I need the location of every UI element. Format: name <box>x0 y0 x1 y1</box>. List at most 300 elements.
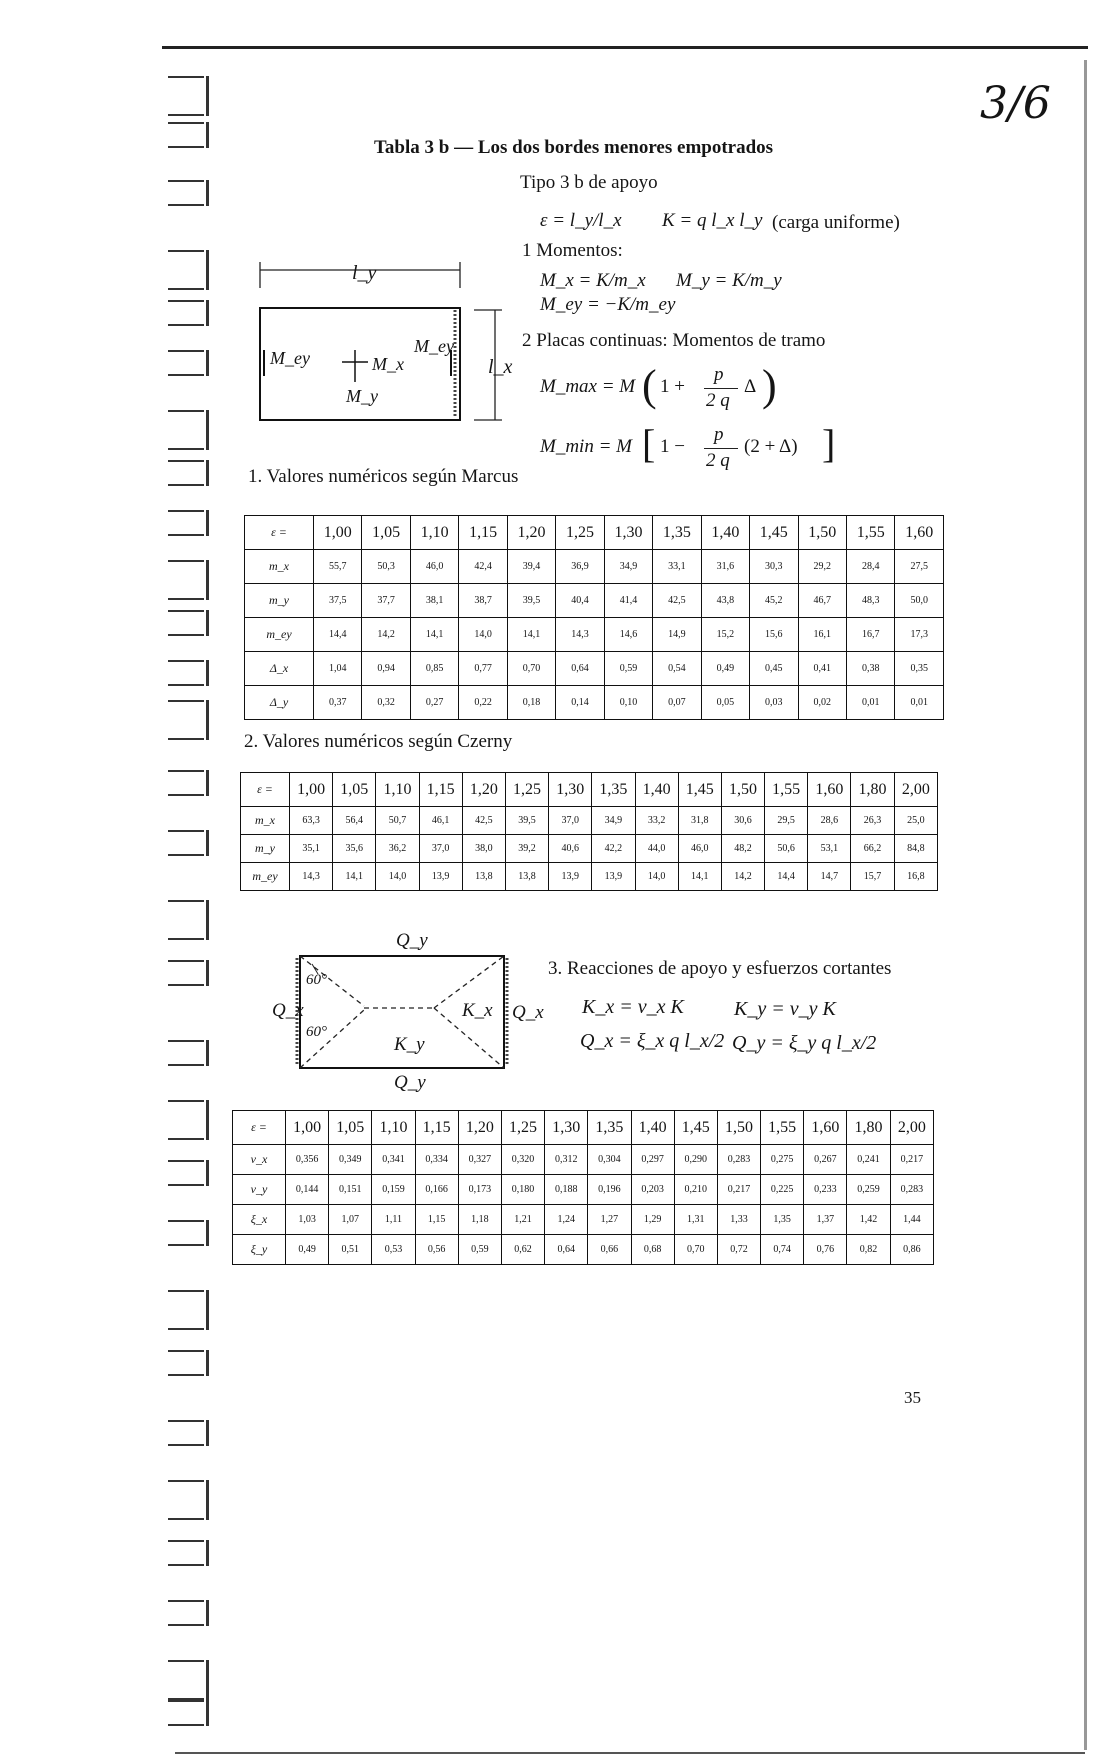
table-cell: 14,1 <box>333 863 376 891</box>
table-cell: 0,62 <box>501 1235 544 1265</box>
table-cell: 0,151 <box>329 1175 372 1205</box>
table-cell: 0,22 <box>459 686 507 720</box>
mmax-frac-den: 2 q <box>706 390 730 411</box>
column-header: 1,55 <box>765 773 808 807</box>
page-title: Tabla 3 b — Los dos bordes menores empotrados <box>374 137 774 158</box>
table-cell: 48,2 <box>721 835 764 863</box>
row-label: m_y <box>241 835 290 863</box>
table-cell: 26,3 <box>851 807 894 835</box>
mmin-lhs: M_min = M <box>540 436 632 457</box>
row-label: Δ_y <box>245 686 314 720</box>
table-cell: 0,275 <box>761 1145 804 1175</box>
table-cell: 42,2 <box>592 835 635 863</box>
mmax-tail: Δ <box>744 376 757 397</box>
qy-formula: Q_y = ξ_y q l_x/2 <box>732 1032 877 1054</box>
binder-mark <box>168 300 209 326</box>
binder-mark <box>168 180 209 206</box>
table-cell: 0,233 <box>804 1175 847 1205</box>
table-cell: 0,77 <box>459 652 507 686</box>
table-cell: 31,6 <box>701 550 749 584</box>
table-cell: 36,9 <box>556 550 604 584</box>
table-cell: 14,4 <box>765 863 808 891</box>
table-header-row <box>245 516 944 550</box>
binder-mark <box>168 122 209 148</box>
table-cell: 0,267 <box>804 1145 847 1175</box>
table-cell: 48,3 <box>846 584 894 618</box>
mmax-lhs: M_max = M <box>540 376 636 397</box>
table-cell: 1,21 <box>501 1205 544 1235</box>
table-cell: 0,283 <box>717 1145 760 1175</box>
column-header: 1,40 <box>635 773 678 807</box>
table1-heading: 1. Valores numéricos según Marcus <box>248 466 519 487</box>
table-cell: 0,188 <box>545 1175 588 1205</box>
table-cell: 0,217 <box>890 1145 933 1175</box>
table-cell: 0,334 <box>415 1145 458 1175</box>
binder-mark <box>168 1040 209 1066</box>
table-cell: 16,1 <box>798 618 846 652</box>
ky-formula: K_y = ν_y K <box>734 998 836 1020</box>
binder-mark <box>168 660 209 686</box>
table-cell: 14,6 <box>604 618 652 652</box>
table-cell: 0,01 <box>846 686 894 720</box>
column-header: 1,30 <box>545 1111 588 1145</box>
table-row <box>245 652 944 686</box>
table-cell: 0,41 <box>798 652 846 686</box>
binder-mark <box>168 350 209 376</box>
binder-mark <box>168 830 209 856</box>
table-cell: 35,6 <box>333 835 376 863</box>
column-header: 1,60 <box>895 516 944 550</box>
binder-mark <box>168 1100 209 1140</box>
binder-mark <box>168 700 209 740</box>
table-header-row <box>233 1111 934 1145</box>
table-cell: 0,159 <box>372 1175 415 1205</box>
column-header: 1,50 <box>721 773 764 807</box>
column-header: 1,00 <box>314 516 362 550</box>
column-header: 1,80 <box>847 1111 890 1145</box>
table-cell: 0,70 <box>507 652 555 686</box>
column-header: 1,45 <box>674 1111 717 1145</box>
table-cell: 30,6 <box>721 807 764 835</box>
column-header: 1,05 <box>329 1111 372 1145</box>
table-cell: 37,7 <box>362 584 410 618</box>
binder-mark <box>168 1420 209 1446</box>
binder-mark <box>168 1160 209 1186</box>
column-header: 1,45 <box>678 773 721 807</box>
table-cell: 34,9 <box>604 550 652 584</box>
table-cell: 0,241 <box>847 1145 890 1175</box>
table-cell: 0,356 <box>286 1145 329 1175</box>
column-header: 1,05 <box>362 516 410 550</box>
qy-top-label: Q_y <box>396 930 428 951</box>
column-header: 1,30 <box>549 773 592 807</box>
table-cell: 0,18 <box>507 686 555 720</box>
table-cell: 1,18 <box>458 1205 501 1235</box>
column-header: 1,25 <box>501 1111 544 1145</box>
table-cell: 46,1 <box>419 807 462 835</box>
page-bottom-edge <box>175 1752 1085 1754</box>
table-row <box>245 584 944 618</box>
binder-mark <box>168 1660 209 1700</box>
column-header: 1,30 <box>604 516 652 550</box>
table-cell: 0,70 <box>674 1235 717 1265</box>
table-cell: 0,54 <box>653 652 701 686</box>
table-cell: 14,2 <box>362 618 410 652</box>
table-cell: 0,56 <box>415 1235 458 1265</box>
row-label: ν_y <box>233 1175 286 1205</box>
column-header: 1,10 <box>372 1111 415 1145</box>
row-label: Δ_x <box>245 652 314 686</box>
table-row <box>245 618 944 652</box>
angle-top-label: 60° <box>306 972 327 988</box>
k-definition: K = q l_x l_y <box>662 210 763 231</box>
table-cell: 0,76 <box>804 1235 847 1265</box>
table-cell: 0,94 <box>362 652 410 686</box>
table-cell: 0,49 <box>701 652 749 686</box>
mey-formula: M_ey = −K/m_ey <box>540 294 676 315</box>
column-header: 1,45 <box>750 516 798 550</box>
table-cell: 14,3 <box>290 863 333 891</box>
table-cell: 0,349 <box>329 1145 372 1175</box>
table-cell: 41,4 <box>604 584 652 618</box>
table-cell: 50,0 <box>895 584 944 618</box>
plate-diagram <box>248 258 518 430</box>
table-cell: 56,4 <box>333 807 376 835</box>
table-cell: 28,6 <box>808 807 851 835</box>
table-row <box>233 1175 934 1205</box>
table-cell: 27,5 <box>895 550 944 584</box>
table-cell: 13,8 <box>462 863 505 891</box>
table-cell: 1,04 <box>314 652 362 686</box>
table-cell: 0,86 <box>890 1235 933 1265</box>
table-cell: 14,9 <box>653 618 701 652</box>
table-cell: 0,64 <box>545 1235 588 1265</box>
table-cell: 42,5 <box>462 807 505 835</box>
table-cell: 14,1 <box>678 863 721 891</box>
table-cell: 1,44 <box>890 1205 933 1235</box>
table-cell: 39,4 <box>507 550 555 584</box>
mmin-close-bracket: ] <box>822 421 836 466</box>
table-cell: 0,290 <box>674 1145 717 1175</box>
table-cell: 63,3 <box>290 807 333 835</box>
page-right-edge <box>1084 60 1087 1750</box>
load-label: (carga uniforme) <box>772 212 900 233</box>
column-header: 1,60 <box>808 773 851 807</box>
table-cell: 38,1 <box>410 584 458 618</box>
column-header: 1,55 <box>846 516 894 550</box>
column-header: 1,50 <box>798 516 846 550</box>
table-cell: 1,15 <box>415 1205 458 1235</box>
binder-mark <box>168 770 209 796</box>
table-cell: 0,312 <box>545 1145 588 1175</box>
table-cell: 37,5 <box>314 584 362 618</box>
table-cell: 29,2 <box>798 550 846 584</box>
table-cell: 14,0 <box>459 618 507 652</box>
handwritten-note: 3/6 <box>980 78 1051 129</box>
mx-formula: M_x = K/m_x <box>540 270 646 291</box>
table-cell: 14,1 <box>507 618 555 652</box>
table-cell: 15,7 <box>851 863 894 891</box>
column-header: 1,10 <box>410 516 458 550</box>
table-row <box>233 1205 934 1235</box>
table-cell: 0,320 <box>501 1145 544 1175</box>
binder-mark <box>168 610 209 636</box>
binder-mark <box>168 560 209 600</box>
column-header: 1,15 <box>415 1111 458 1145</box>
table-cell: 28,4 <box>846 550 894 584</box>
table-cell: 34,9 <box>592 807 635 835</box>
mey-left-label: M_ey <box>270 348 310 368</box>
column-header: 1,35 <box>653 516 701 550</box>
table-cell: 53,1 <box>808 835 851 863</box>
czerny-table <box>240 772 938 891</box>
mx-label: M_x <box>372 354 404 374</box>
table-cell: 0,173 <box>458 1175 501 1205</box>
row-label: m_x <box>245 550 314 584</box>
mmin-frac-line <box>704 448 738 449</box>
table-cell: 0,85 <box>410 652 458 686</box>
column-header: 1,20 <box>462 773 505 807</box>
column-header: 1,15 <box>459 516 507 550</box>
column-header: 1,55 <box>761 1111 804 1145</box>
mey-right-label: M_ey <box>414 336 454 356</box>
mmin-frac-num: p <box>714 424 724 445</box>
table-cell: 0,32 <box>362 686 410 720</box>
row-label: m_y <box>245 584 314 618</box>
binder-mark <box>168 460 209 486</box>
table-header-row <box>241 773 938 807</box>
table-cell: 50,7 <box>376 807 419 835</box>
lx-label: l_x <box>488 356 513 378</box>
table-cell: 13,9 <box>419 863 462 891</box>
table-cell: 0,82 <box>847 1235 890 1265</box>
table-cell: 0,72 <box>717 1235 760 1265</box>
section3-heading: 3. Reacciones de apoyo y esfuerzos cortantes <box>548 958 892 979</box>
mmin-frac-den: 2 q <box>706 450 730 471</box>
table-cell: 36,2 <box>376 835 419 863</box>
table-cell: 55,7 <box>314 550 362 584</box>
mmax-frac-line <box>704 388 738 389</box>
column-header: 1,00 <box>286 1111 329 1145</box>
table-header-label: ε = <box>241 773 290 807</box>
table-cell: 14,1 <box>410 618 458 652</box>
table-cell: 35,1 <box>290 835 333 863</box>
table-cell: 45,2 <box>750 584 798 618</box>
table-row <box>241 807 938 835</box>
mmax-close-paren: ) <box>762 361 777 410</box>
table-row <box>233 1145 934 1175</box>
table-cell: 0,68 <box>631 1235 674 1265</box>
table-cell: 14,7 <box>808 863 851 891</box>
table-cell: 14,3 <box>556 618 604 652</box>
table-cell: 13,8 <box>505 863 548 891</box>
reactions-table <box>232 1110 934 1265</box>
table-row <box>233 1235 934 1265</box>
marcus-table <box>244 515 944 720</box>
table-cell: 15,6 <box>750 618 798 652</box>
table-cell: 50,6 <box>765 835 808 863</box>
binder-mark <box>168 1290 209 1330</box>
binder-mark <box>168 900 209 940</box>
table-cell: 0,66 <box>588 1235 631 1265</box>
mmax-frac-num: p <box>714 364 724 385</box>
table-cell: 0,03 <box>750 686 798 720</box>
qx-right-label: Q_x <box>512 1002 544 1023</box>
row-label: m_ey <box>241 863 290 891</box>
angle-bottom-label: 60° <box>306 1024 327 1040</box>
column-header: 1,60 <box>804 1111 847 1145</box>
table-cell: 44,0 <box>635 835 678 863</box>
binder-mark <box>168 1220 209 1246</box>
table-cell: 14,2 <box>721 863 764 891</box>
column-header: 1,40 <box>701 516 749 550</box>
table-cell: 0,27 <box>410 686 458 720</box>
table-cell: 0,59 <box>458 1235 501 1265</box>
column-header: 1,40 <box>631 1111 674 1145</box>
table-cell: 1,11 <box>372 1205 415 1235</box>
column-header: 1,00 <box>290 773 333 807</box>
binder-mark <box>168 510 209 536</box>
qx-left-label: Q_x <box>272 1000 304 1021</box>
binder-mark <box>168 1540 209 1566</box>
table-cell: 1,03 <box>286 1205 329 1235</box>
table-cell: 33,1 <box>653 550 701 584</box>
kx-label: K_x <box>462 1000 493 1021</box>
table-cell: 46,0 <box>410 550 458 584</box>
table-cell: 13,9 <box>549 863 592 891</box>
column-header: 1,80 <box>851 773 894 807</box>
binder-mark <box>168 1480 209 1520</box>
table-cell: 39,2 <box>505 835 548 863</box>
section1-heading: 1 Momentos: <box>522 240 623 261</box>
table-cell: 1,24 <box>545 1205 588 1235</box>
table-cell: 43,8 <box>701 584 749 618</box>
row-label: m_ey <box>245 618 314 652</box>
table-cell: 16,8 <box>894 863 937 891</box>
table-cell: 29,5 <box>765 807 808 835</box>
table-cell: 0,180 <box>501 1175 544 1205</box>
table-cell: 31,8 <box>678 807 721 835</box>
column-header: 1,50 <box>717 1111 760 1145</box>
table-cell: 50,3 <box>362 550 410 584</box>
column-header: 1,05 <box>333 773 376 807</box>
table-cell: 0,45 <box>750 652 798 686</box>
table-cell: 42,5 <box>653 584 701 618</box>
table-cell: 0,14 <box>556 686 604 720</box>
table-cell: 40,4 <box>556 584 604 618</box>
column-header: 1,35 <box>588 1111 631 1145</box>
table-cell: 1,27 <box>588 1205 631 1235</box>
table-cell: 0,74 <box>761 1235 804 1265</box>
table-cell: 0,10 <box>604 686 652 720</box>
table-cell: 13,9 <box>592 863 635 891</box>
table-row <box>241 863 938 891</box>
mmin-open-bracket: [ <box>642 421 656 466</box>
row-label: ξ_y <box>233 1235 286 1265</box>
table-cell: 0,327 <box>458 1145 501 1175</box>
row-label: m_x <box>241 807 290 835</box>
my-formula: M_y = K/m_y <box>676 270 782 291</box>
table-row <box>245 550 944 584</box>
column-header: 1,25 <box>505 773 548 807</box>
table-cell: 0,203 <box>631 1175 674 1205</box>
column-header: 1,25 <box>556 516 604 550</box>
qy-bottom-label: Q_y <box>394 1072 426 1093</box>
table-cell: 15,2 <box>701 618 749 652</box>
table-cell: 0,225 <box>761 1175 804 1205</box>
binder-mark <box>168 250 209 290</box>
table-cell: 1,37 <box>804 1205 847 1235</box>
table-cell: 37,0 <box>419 835 462 863</box>
table-cell: 17,3 <box>895 618 944 652</box>
column-header: 1,15 <box>419 773 462 807</box>
qx-formula: Q_x = ξ_x q l_x/2 <box>580 1030 725 1052</box>
binder-mark <box>168 1600 209 1626</box>
table-cell: 1,31 <box>674 1205 717 1235</box>
table-cell: 39,5 <box>507 584 555 618</box>
mmin-rhs: 1 − <box>660 436 685 457</box>
table-cell: 25,0 <box>894 807 937 835</box>
table-cell: 46,0 <box>678 835 721 863</box>
table-cell: 1,42 <box>847 1205 890 1235</box>
table-cell: 0,51 <box>329 1235 372 1265</box>
table-cell: 0,341 <box>372 1145 415 1175</box>
binder-mark <box>168 410 209 450</box>
table-cell: 1,07 <box>329 1205 372 1235</box>
binder-mark <box>168 1700 209 1726</box>
table-cell: 14,0 <box>376 863 419 891</box>
table-cell: 0,64 <box>556 652 604 686</box>
epsilon-definition: ε = l_y/l_x <box>540 210 622 231</box>
table-cell: 38,0 <box>462 835 505 863</box>
column-header: 1,10 <box>376 773 419 807</box>
table-cell: 16,7 <box>846 618 894 652</box>
column-header: 1,20 <box>458 1111 501 1145</box>
table-cell: 0,217 <box>717 1175 760 1205</box>
column-header: 1,35 <box>592 773 635 807</box>
table-cell: 1,29 <box>631 1205 674 1235</box>
table-cell: 0,02 <box>798 686 846 720</box>
row-label: ν_x <box>233 1145 286 1175</box>
table-cell: 0,07 <box>653 686 701 720</box>
table-cell: 0,35 <box>895 652 944 686</box>
table-row <box>245 686 944 720</box>
section2-heading: 2 Placas continuas: Momentos de tramo <box>522 330 826 351</box>
table-cell: 38,7 <box>459 584 507 618</box>
page-number: 35 <box>904 1388 921 1407</box>
table-cell: 40,6 <box>549 835 592 863</box>
table-cell: 66,2 <box>851 835 894 863</box>
table-cell: 0,38 <box>846 652 894 686</box>
page-subtitle: Tipo 3 b de apoyo <box>520 172 658 193</box>
table-cell: 0,37 <box>314 686 362 720</box>
table-cell: 37,0 <box>549 807 592 835</box>
table-row <box>241 835 938 863</box>
table-cell: 0,283 <box>890 1175 933 1205</box>
mmax-open-paren: ( <box>642 361 657 410</box>
kx-formula: K_x = ν_x K <box>582 996 684 1018</box>
binder-mark <box>168 76 209 116</box>
column-header: 2,00 <box>894 773 937 807</box>
table-cell: 0,53 <box>372 1235 415 1265</box>
table-cell: 42,4 <box>459 550 507 584</box>
table-cell: 0,259 <box>847 1175 890 1205</box>
table-cell: 0,196 <box>588 1175 631 1205</box>
table-cell: 14,4 <box>314 618 362 652</box>
table-cell: 1,33 <box>717 1205 760 1235</box>
table-cell: 33,2 <box>635 807 678 835</box>
mmax-rhs: 1 + <box>660 376 685 397</box>
